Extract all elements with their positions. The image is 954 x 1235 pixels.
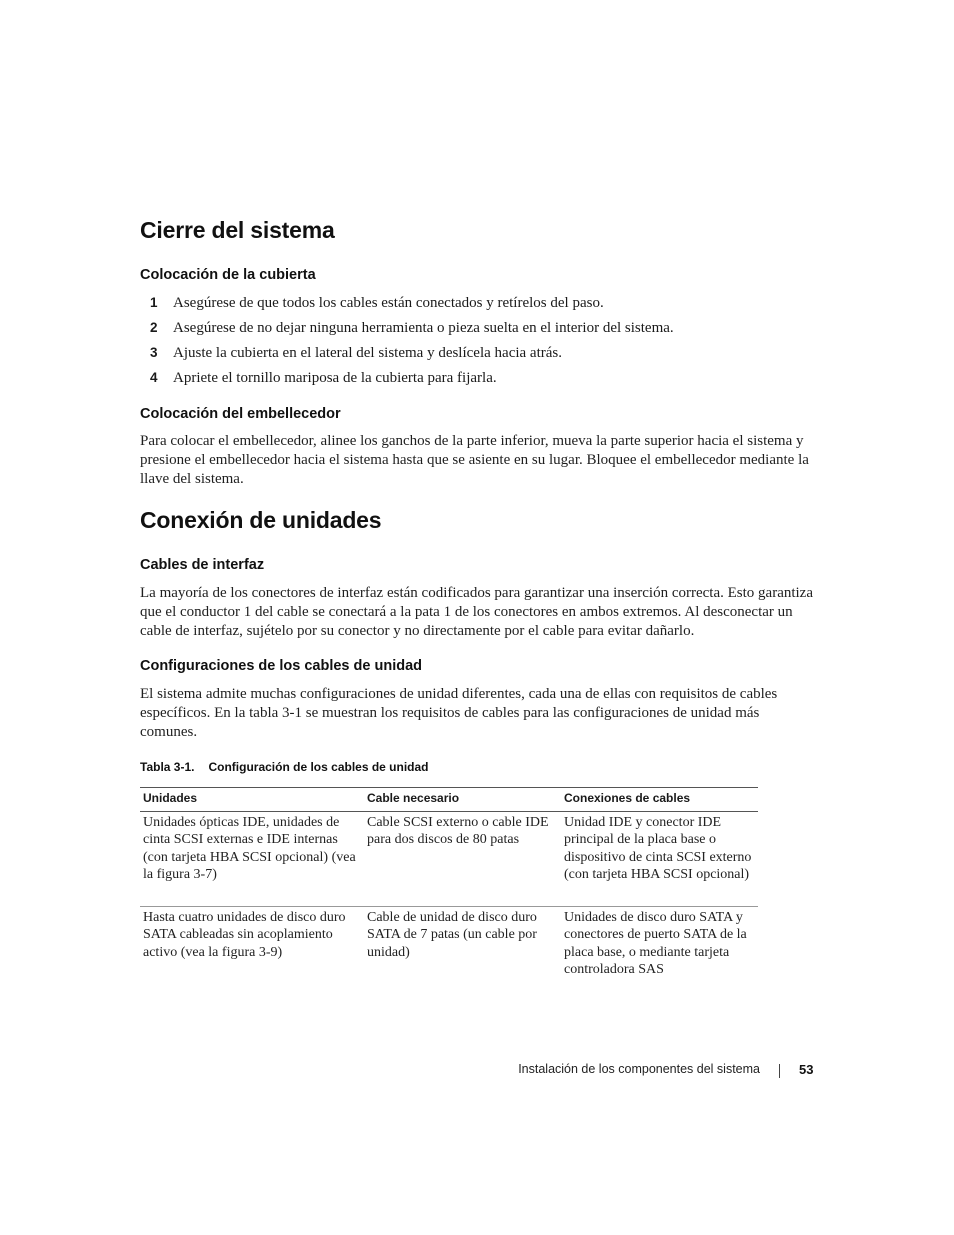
column-header: Cable necesario: [364, 788, 561, 812]
section-title-conexion: Conexión de unidades: [140, 507, 382, 533]
step-number: 2: [150, 320, 158, 335]
table-cell: Unidad IDE y conector IDE principal de la placa base o dispositivo de cinta SCSI externo (con tarjeta HBA SCSI opcional): [561, 812, 758, 907]
step-item: [140, 293, 820, 318]
table-cell: Cable de unidad de disco duro SATA de 7 patas (un cable por unidad): [367, 910, 537, 960]
column-header: Conexiones de cables: [561, 788, 758, 812]
step-number: 3: [150, 345, 158, 360]
step-text: Asegúrese de que todos los cables están conectados y retírelos del paso.: [173, 295, 604, 311]
step-text: Ajuste la cubierta en el lateral del sistema y deslícela hacia atrás.: [173, 345, 562, 361]
steps-list: [140, 293, 820, 393]
step-text: Asegúrese de no dejar ninguna herramienta o pieza suelta en el interior del sistema.: [173, 320, 674, 336]
cables-table: [140, 787, 758, 984]
table-caption: [140, 760, 429, 774]
table-cell: Unidades ópticas IDE, unidades de cinta SCSI externas e IDE internas (con tarjeta HBA SCSI opcional) (vea la figura 3-7): [140, 812, 364, 907]
column-header: Unidades: [140, 788, 364, 812]
table-cell: Cable SCSI externo o cable IDE para dos discos de 80 patas: [364, 812, 561, 907]
table-header-row: [140, 788, 758, 812]
step-text: Apriete el tornillo mariposa de la cubierta para fijarla.: [173, 370, 497, 386]
table-cell: Hasta cuatro unidades de disco duro SATA cableadas sin acoplamiento activo (vea la figura 3-9): [143, 910, 346, 960]
step-item: [140, 343, 820, 368]
table-caption-label: Tabla 3-1.: [140, 760, 195, 774]
cables-interfaz-paragraph: La mayoría de los conectores de interfaz están codificados para garantizar una inserción correcta. Esto garantiza que el conductor 1 del cable se conectará a la pata 1 de los conectores en ambos extremos. Al desconectar un cable de interfaz, sujételo por su conector y no directamente por el cable para evitar dañarlo.: [140, 585, 814, 639]
subsection-title-configuraciones: Configuraciones de los cables de unidad: [140, 658, 422, 674]
subsection-title-cables-interfaz: Cables de interfaz: [140, 557, 265, 573]
section-title-cierre: Cierre del sistema: [140, 217, 335, 243]
footer-section-title: Instalación de los componentes del sistema: [518, 1062, 760, 1076]
footer-divider: [779, 1064, 780, 1078]
step-item: [140, 368, 820, 393]
step-number: 1: [150, 295, 158, 310]
table-row: [140, 907, 758, 985]
configuraciones-paragraph: El sistema admite muchas configuraciones de unidad diferentes, cada una de ellas con requisitos de cables específicos. En la tabla 3-1 se muestran los requisitos de cables para las configuraciones de unidad más comunes.: [140, 686, 778, 740]
step-item: [140, 318, 820, 343]
table-row: [140, 812, 758, 907]
table-cell: Unidades de disco duro SATA y conectores de puerto SATA de la placa base, o mediante tarjeta controladora SAS: [564, 910, 747, 977]
embellecedor-paragraph: Para colocar el embellecedor, alinee los ganchos de la parte inferior, mueva la parte superior hacia el sistema y presione el embellecedor hacia el sistema hasta que se asiente en su lugar. Bloquee el embellecedor mediante la llave del sistema.: [140, 433, 809, 487]
page-footer: [0, 1062, 954, 1082]
step-number: 4: [150, 370, 158, 385]
page-number: 53: [799, 1062, 814, 1077]
subsection-title-embellecedor: Colocación del embellecedor: [140, 406, 341, 422]
table-caption-title: Configuración de los cables de unidad: [208, 760, 429, 774]
subsection-title-cubierta: Colocación de la cubierta: [140, 267, 316, 283]
